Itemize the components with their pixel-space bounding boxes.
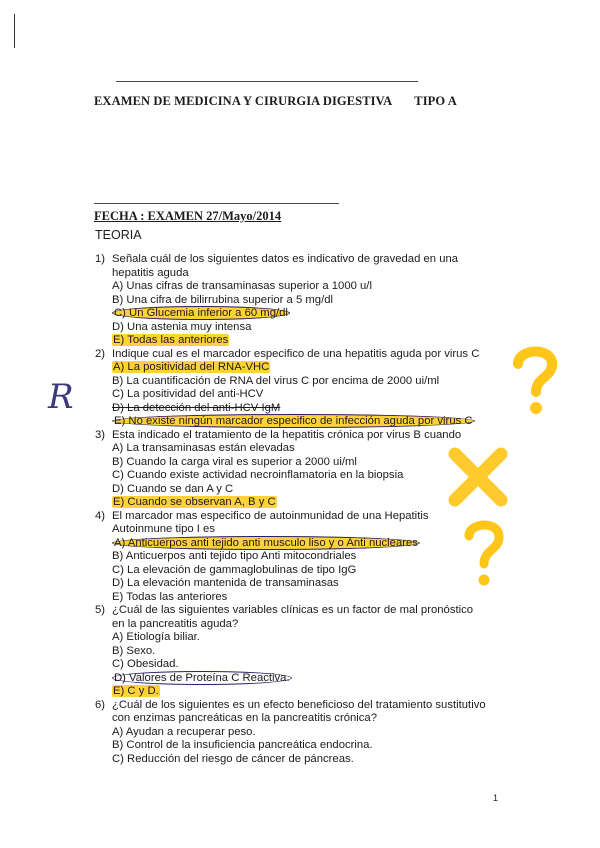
highlighted-answer: A) La positividad del RNA-VHC (113, 361, 270, 373)
page-number: 1 (493, 793, 499, 803)
question-text-line: 5) ¿Cuál de las siguientes variables clínicas es un factor de mal pronóstico (95, 604, 474, 616)
question-number: 6) (95, 698, 106, 711)
handwritten-r-mark (44, 370, 84, 420)
date-label: FECHA (94, 209, 138, 223)
question-5 (95, 604, 515, 699)
question-number: 3) (95, 428, 106, 441)
struck-answer: D) La detección del anti-HCV IgM (112, 401, 281, 414)
exam-header (94, 94, 457, 109)
question-text-line: Autoinmune tipo I es (112, 523, 215, 535)
exam-type: TIPO A (414, 94, 457, 108)
option-b: B) Sexo. (112, 644, 156, 657)
date-separator: : (137, 209, 148, 223)
question-text-line: hepatitis aguda (112, 266, 189, 279)
highlighted-answer: E) C y D. (113, 685, 159, 697)
option-b: B) La cuantificación de RNA del virus C por encima de 2000 ui/ml (112, 374, 440, 387)
option-c: C) Reducción del riesgo de cáncer de páncreas. (112, 752, 354, 765)
circled-highlighted-answer: A) Anticuerpos anti tejido anti musculo liso y o Anti nucleares (114, 536, 418, 549)
question-text-line: 2) Indique cual es el marcador especifico de una hepatitis aguda por virus C (95, 347, 480, 360)
section-title: TEORIA (95, 228, 142, 242)
option-a: A) La transaminasas están elevadas (112, 442, 295, 454)
option-a: A) Unas cifras de transaminasas superior a 1000 u/l (112, 280, 372, 292)
highlighted-answer: E) Todas las anteriores (113, 334, 229, 346)
question-mark-icon (510, 344, 562, 418)
circled-highlighted-answer: C) Un Glucemia inferior a 60 mg/dl (114, 307, 288, 319)
option-d (95, 402, 515, 416)
header-top-rule (116, 81, 418, 82)
option-b: B) Una cifra de bilirrubina superior a 5 mg/dl (112, 293, 334, 306)
option-e (95, 685, 515, 699)
option-b: B) Anticuerpos anti tejido tipo Anti mitocondriales (112, 550, 357, 562)
question-text-line: 3) Esta indicado el tratamiento de la hepatitis crónica por virus B cuando (95, 428, 462, 441)
svg-text:R: R (48, 377, 74, 417)
option-e (95, 415, 515, 429)
question-number: 4) (95, 509, 106, 522)
question-1 (95, 253, 515, 348)
option-c: C) La positividad del anti-HCV (112, 388, 264, 400)
option-d: D) Una astenia muy intensa (112, 320, 252, 333)
date-top-rule (94, 203, 339, 204)
question-2 (95, 348, 515, 429)
cross-x-mark-icon (447, 446, 509, 508)
question-mark-icon (462, 518, 508, 592)
question-text-line: 6) ¿Cuál de los siguientes es un efecto beneficioso del tratamiento sustitutivo (95, 698, 486, 711)
question-text-line: 4) El marcador mas especifico de autoinmunidad de una Hepatitis (95, 509, 429, 522)
highlighted-answer: E) Cuando se observan A, B y C (113, 496, 276, 508)
circled-answer: D) Valores de Proteína C Reactiva. (114, 671, 290, 684)
option-a (95, 361, 515, 375)
option-b: B) Cuando la carga viral es superior a 2000 ui/ml (112, 455, 357, 468)
option-a: A) Ayudan a recuperar peso. (112, 725, 256, 738)
question-text-line: con enzimas pancreáticas en la pancreatitis crónica? (112, 712, 377, 724)
date-value: EXAMEN 27/Mayo/2014 (147, 209, 282, 223)
question-text-line: en la pancreatitis aguda? (112, 617, 239, 630)
option-c: C) La elevación de gammaglobulinas de tipo IgG (112, 563, 357, 576)
option-e: E) Todas las anteriores (112, 590, 228, 603)
question-4 (95, 510, 515, 605)
option-a (95, 537, 515, 551)
question-number: 5) (95, 604, 106, 616)
option-b: B) Control de la insuficiencia pancreática endocrina. (112, 739, 373, 751)
question-6 (95, 699, 515, 767)
option-c: C) Obesidad. (112, 658, 179, 670)
question-number: 2) (95, 347, 106, 360)
option-c (95, 307, 515, 321)
option-c: C) Cuando existe actividad necroinflamatoria en la biopsia (112, 469, 404, 481)
circled-highlighted-answer: E) No existe ningún marcador especifico de infección aguda por virus C (114, 415, 473, 427)
option-d: D) La elevación mantenida de transaminasas (112, 577, 339, 589)
option-e (95, 334, 515, 348)
option-d: D) Cuando se dan A y C (112, 482, 234, 495)
option-a: A) Etiología biliar. (112, 631, 200, 643)
option-d (95, 672, 515, 686)
question-list (95, 253, 515, 766)
question-number: 1) (95, 253, 106, 265)
exam-date-line (94, 209, 281, 224)
exam-title: EXAMEN DE MEDICINA Y CIRURGIA DIGESTIVA (94, 94, 393, 108)
question-text-line: 1) Señala cuál de los siguientes datos es indicativo de gravedad en una (95, 253, 459, 265)
scan-edge-mark (14, 14, 15, 48)
